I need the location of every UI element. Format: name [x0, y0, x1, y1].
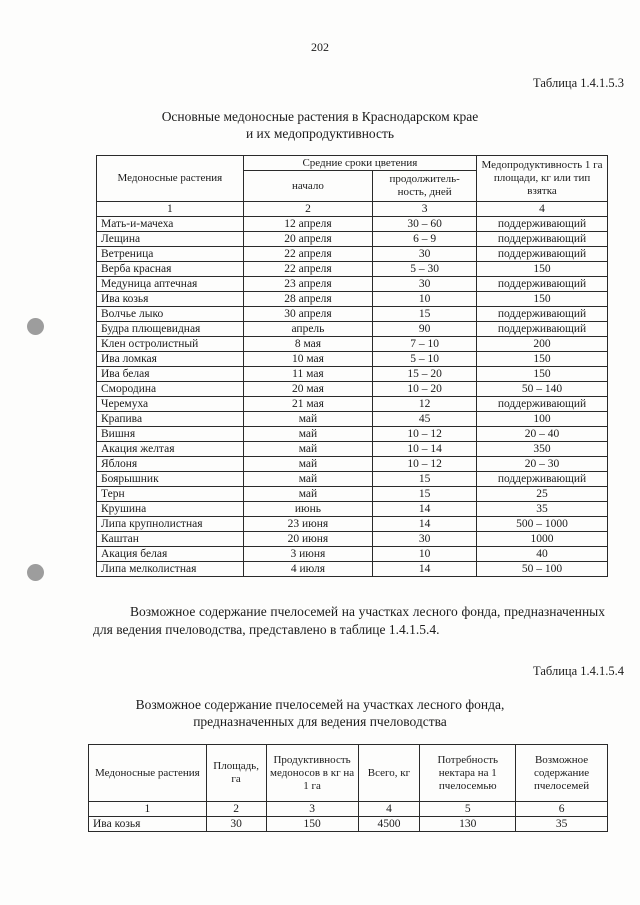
table-cell: 23 апреля [243, 277, 373, 292]
table-cell: поддерживающий [477, 217, 608, 232]
column-number: 6 [516, 802, 608, 817]
table-cell: 28 апреля [243, 292, 373, 307]
table-cell: май [243, 442, 373, 457]
table-cell: Терн [97, 487, 244, 502]
table-cell: Липа крупнолистная [97, 517, 244, 532]
table-cell: 20 – 40 [477, 427, 608, 442]
table-cell: поддерживающий [477, 397, 608, 412]
table-row [89, 817, 608, 832]
table-cell: 30 [373, 277, 477, 292]
table-cell: 50 – 100 [477, 562, 608, 577]
table-cell: 30 [373, 532, 477, 547]
table-row [97, 472, 608, 487]
table-cell: 4 июля [243, 562, 373, 577]
table-cell: 21 мая [243, 397, 373, 412]
column-number: 1 [89, 802, 207, 817]
header-start: начало [243, 171, 373, 202]
table-row [97, 457, 608, 472]
table-cell: 8 мая [243, 337, 373, 352]
table-cell: Ива козья [89, 817, 207, 832]
table-row [97, 502, 608, 517]
table-cell: 10 – 12 [373, 427, 477, 442]
table-cell: 130 [420, 817, 516, 832]
table-cell: 10 – 20 [373, 382, 477, 397]
table-cell: 15 [373, 487, 477, 502]
header-productivity: Медопродуктивность 1 га площади, кг или тип взятка [477, 156, 608, 202]
table-cell: 22 апреля [243, 247, 373, 262]
table-cell: Акация белая [97, 547, 244, 562]
table-row [97, 262, 608, 277]
table-cell: 14 [373, 562, 477, 577]
table-row [97, 412, 608, 427]
table-cell: май [243, 487, 373, 502]
table-row [97, 352, 608, 367]
table-cell: 35 [477, 502, 608, 517]
table-cell: 350 [477, 442, 608, 457]
table-cell: 30 – 60 [373, 217, 477, 232]
table-cell: 45 [373, 412, 477, 427]
table-cell: Клен остролистный [97, 337, 244, 352]
table-cell: 500 – 1000 [477, 517, 608, 532]
table-row [97, 442, 608, 457]
table-cell: Черемуха [97, 397, 244, 412]
table-row [97, 382, 608, 397]
table-cell: 5 – 10 [373, 352, 477, 367]
table-row [97, 562, 608, 577]
table-title-line: предназначенных для ведения пчеловодства [193, 714, 447, 729]
table-cell: 4500 [358, 817, 420, 832]
table-cell: май [243, 412, 373, 427]
table-cell: 7 – 10 [373, 337, 477, 352]
table-cell: Ветреница [97, 247, 244, 262]
table-cell: поддерживающий [477, 247, 608, 262]
bee-colonies-table [88, 744, 608, 832]
table-cell: 10 – 14 [373, 442, 477, 457]
column-header: Всего, кг [358, 745, 420, 802]
column-header: Площадь, га [206, 745, 266, 802]
table-row [97, 307, 608, 322]
table-cell: 10 [373, 547, 477, 562]
table-cell: 10 мая [243, 352, 373, 367]
body-paragraph: Возможное содержание пчелосемей на участках лесного фонда, предназначенных для ведения пчеловодства, представлено в таблице 1.4.1.5.4. [93, 604, 605, 637]
table-cell: 200 [477, 337, 608, 352]
column-header: Продуктивность медоносов в кг на 1 га [266, 745, 358, 802]
table-cell: 3 июня [243, 547, 373, 562]
table-title [0, 108, 640, 142]
column-number: 3 [266, 802, 358, 817]
binder-hole [27, 318, 44, 335]
table-cell: 22 апреля [243, 262, 373, 277]
table-cell: 20 мая [243, 382, 373, 397]
table-title [0, 696, 640, 730]
column-number: 2 [206, 802, 266, 817]
table-cell: 30 [373, 247, 477, 262]
column-number: 3 [373, 202, 477, 217]
column-header: Возможное содержание пчелосемей [516, 745, 608, 802]
table-row [97, 487, 608, 502]
table-cell: 10 – 12 [373, 457, 477, 472]
table-cell: Верба красная [97, 262, 244, 277]
table-cell: 35 [516, 817, 608, 832]
table-cell: 15 [373, 472, 477, 487]
table-cell: 150 [477, 262, 608, 277]
column-number: 4 [358, 802, 420, 817]
table-cell: Ива белая [97, 367, 244, 382]
table-cell: поддерживающий [477, 277, 608, 292]
table-cell: 14 [373, 502, 477, 517]
table-cell: Липа мелколистная [97, 562, 244, 577]
table-cell: 15 – 20 [373, 367, 477, 382]
table-row [97, 217, 608, 232]
table-cell: 50 – 140 [477, 382, 608, 397]
table-cell: Крушина [97, 502, 244, 517]
page-number: 202 [311, 40, 329, 54]
column-number: 4 [477, 202, 608, 217]
table-cell: Крапива [97, 412, 244, 427]
table-cell: 20 апреля [243, 232, 373, 247]
honey-plants-table [96, 155, 608, 577]
binder-hole [27, 564, 44, 581]
table-row [97, 547, 608, 562]
table-cell: май [243, 472, 373, 487]
table-cell: Вишня [97, 427, 244, 442]
table-row [97, 232, 608, 247]
table-row [97, 532, 608, 547]
header-bloom: Средние сроки цветения [243, 156, 476, 171]
table-cell: 150 [477, 352, 608, 367]
table-cell: 15 [373, 307, 477, 322]
table-cell: 150 [477, 367, 608, 382]
table-cell: апрель [243, 322, 373, 337]
table-cell: 100 [477, 412, 608, 427]
table-cell: май [243, 427, 373, 442]
table-cell: Будра плющевидная [97, 322, 244, 337]
header-duration: продолжитель-ность, дней [373, 171, 477, 202]
table-cell: 12 апреля [243, 217, 373, 232]
table-cell: Смородина [97, 382, 244, 397]
table-cell: Яблоня [97, 457, 244, 472]
table-cell: 40 [477, 547, 608, 562]
table-cell: 150 [477, 292, 608, 307]
table-cell: 10 [373, 292, 477, 307]
table-cell: поддерживающий [477, 307, 608, 322]
table-cell: 12 [373, 397, 477, 412]
table-cell: Боярышник [97, 472, 244, 487]
table-cell: 23 июня [243, 517, 373, 532]
column-number: 1 [97, 202, 244, 217]
table-cell: 90 [373, 322, 477, 337]
table-cell: 5 – 30 [373, 262, 477, 277]
table-row [97, 367, 608, 382]
table-cell: Волчье лыко [97, 307, 244, 322]
table-cell: поддерживающий [477, 322, 608, 337]
table-cell: Каштан [97, 532, 244, 547]
table-cell: май [243, 457, 373, 472]
table-cell: 150 [266, 817, 358, 832]
table-cell: 25 [477, 487, 608, 502]
table-cell: Медуница аптечная [97, 277, 244, 292]
column-number: 2 [243, 202, 373, 217]
table-cell: 20 июня [243, 532, 373, 547]
table-cell: Ива козья [97, 292, 244, 307]
table-row [97, 397, 608, 412]
table-cell: 11 мая [243, 367, 373, 382]
table-row [97, 322, 608, 337]
table-label: Таблица 1.4.1.5.4 [533, 664, 624, 678]
column-header: Медоносные растения [89, 745, 207, 802]
table-title-line: Возможное содержание пчелосемей на участках лесного фонда, [135, 697, 505, 712]
table-cell: 30 [206, 817, 266, 832]
table-cell: июнь [243, 502, 373, 517]
table-cell: 30 апреля [243, 307, 373, 322]
column-header: Потребность нектара на 1 пчелосемью [420, 745, 516, 802]
table-cell: 14 [373, 517, 477, 532]
table-row [97, 337, 608, 352]
header-plants: Медоносные растения [97, 156, 244, 202]
table-cell: 20 – 30 [477, 457, 608, 472]
table-row [97, 247, 608, 262]
table-cell: Ива ломкая [97, 352, 244, 367]
table-row [97, 517, 608, 532]
table-label: Таблица 1.4.1.5.3 [533, 76, 624, 90]
table-cell: 6 – 9 [373, 232, 477, 247]
table-cell: поддерживающий [477, 472, 608, 487]
table-title-line: Основные медоносные растения в Краснодарском крае [161, 109, 479, 124]
column-number: 5 [420, 802, 516, 817]
table-cell: поддерживающий [477, 232, 608, 247]
table-cell: Акация желтая [97, 442, 244, 457]
table-row [97, 277, 608, 292]
table-cell: Мать-и-мачеха [97, 217, 244, 232]
table-title-line: и их медопродуктивность [245, 126, 395, 141]
table-cell: Лещина [97, 232, 244, 247]
table-row [97, 427, 608, 442]
table-cell: 1000 [477, 532, 608, 547]
table-row [97, 292, 608, 307]
